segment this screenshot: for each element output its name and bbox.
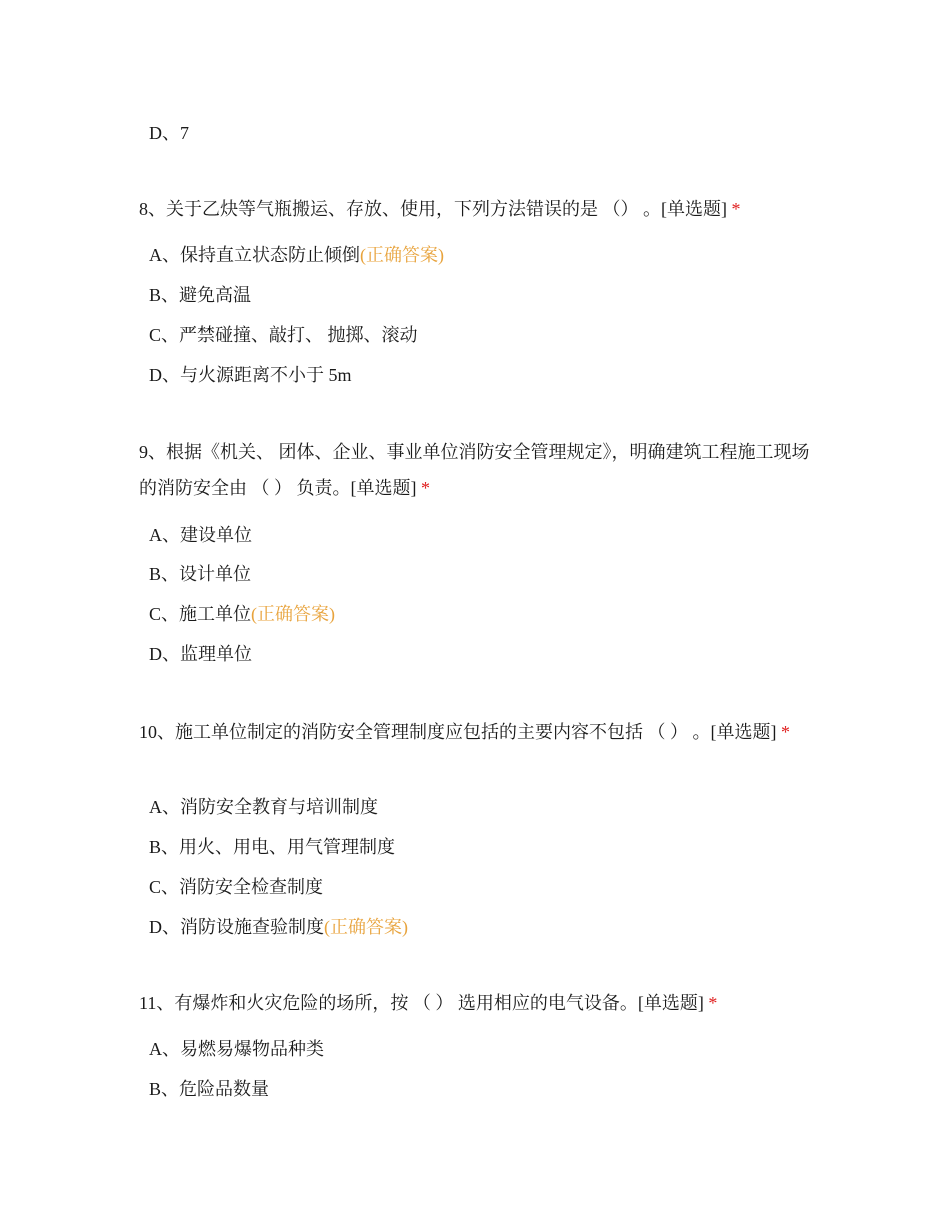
option-q9-c — [149, 601, 335, 627]
option-label: A、建设单位 — [149, 525, 252, 545]
question-11 — [139, 985, 819, 1021]
required-marker: * — [781, 722, 790, 742]
option-q11-a — [149, 1036, 324, 1062]
option-q8-a — [149, 242, 444, 268]
option-label: D、与火源距离不小于 5m — [149, 365, 352, 385]
option-label: B、危险品数量 — [149, 1079, 270, 1099]
option-label: A、保持直立状态防止倾倒 — [149, 245, 360, 265]
option-q7-d — [149, 120, 189, 146]
correct-answer-tag: (正确答案) — [324, 917, 408, 937]
option-q10-d — [149, 914, 408, 940]
option-label: D、消防设施查验制度 — [149, 917, 324, 937]
option-label: D、监理单位 — [149, 644, 252, 664]
option-label: C、消防安全检查制度 — [149, 877, 324, 897]
question-10 — [139, 714, 819, 750]
option-q10-a — [149, 794, 378, 820]
option-label: B、用火、用电、用气管理制度 — [149, 837, 396, 857]
question-title: 9、根据《机关、 团体、企业、事业单位消防安全管理规定》，明确建筑工程施工现场的消防安全由 （ ） 负责。[单选题] — [139, 442, 810, 498]
option-q9-b — [149, 561, 251, 587]
option-q10-c — [149, 874, 323, 900]
option-label: D、7 — [149, 123, 189, 143]
option-label: A、易燃易爆物品种类 — [149, 1039, 324, 1059]
question-9 — [139, 434, 819, 506]
option-label: A、消防安全教育与培训制度 — [149, 797, 378, 817]
option-q10-b — [149, 834, 395, 860]
required-marker: * — [708, 993, 718, 1013]
question-title: 10、施工单位制定的消防安全管理制度应包括的主要内容不包括 （ ） 。[单选题] — [139, 722, 777, 742]
option-q8-c — [149, 322, 418, 348]
option-q11-b — [149, 1076, 269, 1102]
option-label: C、严禁碰撞、敲打、 抛掷、滚动 — [149, 325, 418, 345]
required-marker: * — [731, 199, 741, 219]
option-label: B、避免高温 — [149, 285, 252, 305]
option-q9-d — [149, 641, 252, 667]
option-q8-d — [149, 362, 352, 388]
option-q9-a — [149, 522, 252, 548]
correct-answer-tag: (正确答案) — [251, 604, 336, 624]
correct-answer-tag: (正确答案) — [360, 245, 444, 265]
question-title: 11、有爆炸和火灾危险的场所，按 （ ） 选用相应的电气设备。[单选题] — [139, 993, 704, 1013]
option-q8-b — [149, 282, 251, 308]
question-title: 8、关于乙炔等气瓶搬运、存放、使用，下列方法错误的是 （） 。[单选题] — [139, 199, 727, 219]
option-label: C、施工单位 — [149, 604, 252, 624]
option-label: B、设计单位 — [149, 564, 252, 584]
required-marker: * — [421, 478, 430, 498]
question-8 — [139, 191, 819, 227]
